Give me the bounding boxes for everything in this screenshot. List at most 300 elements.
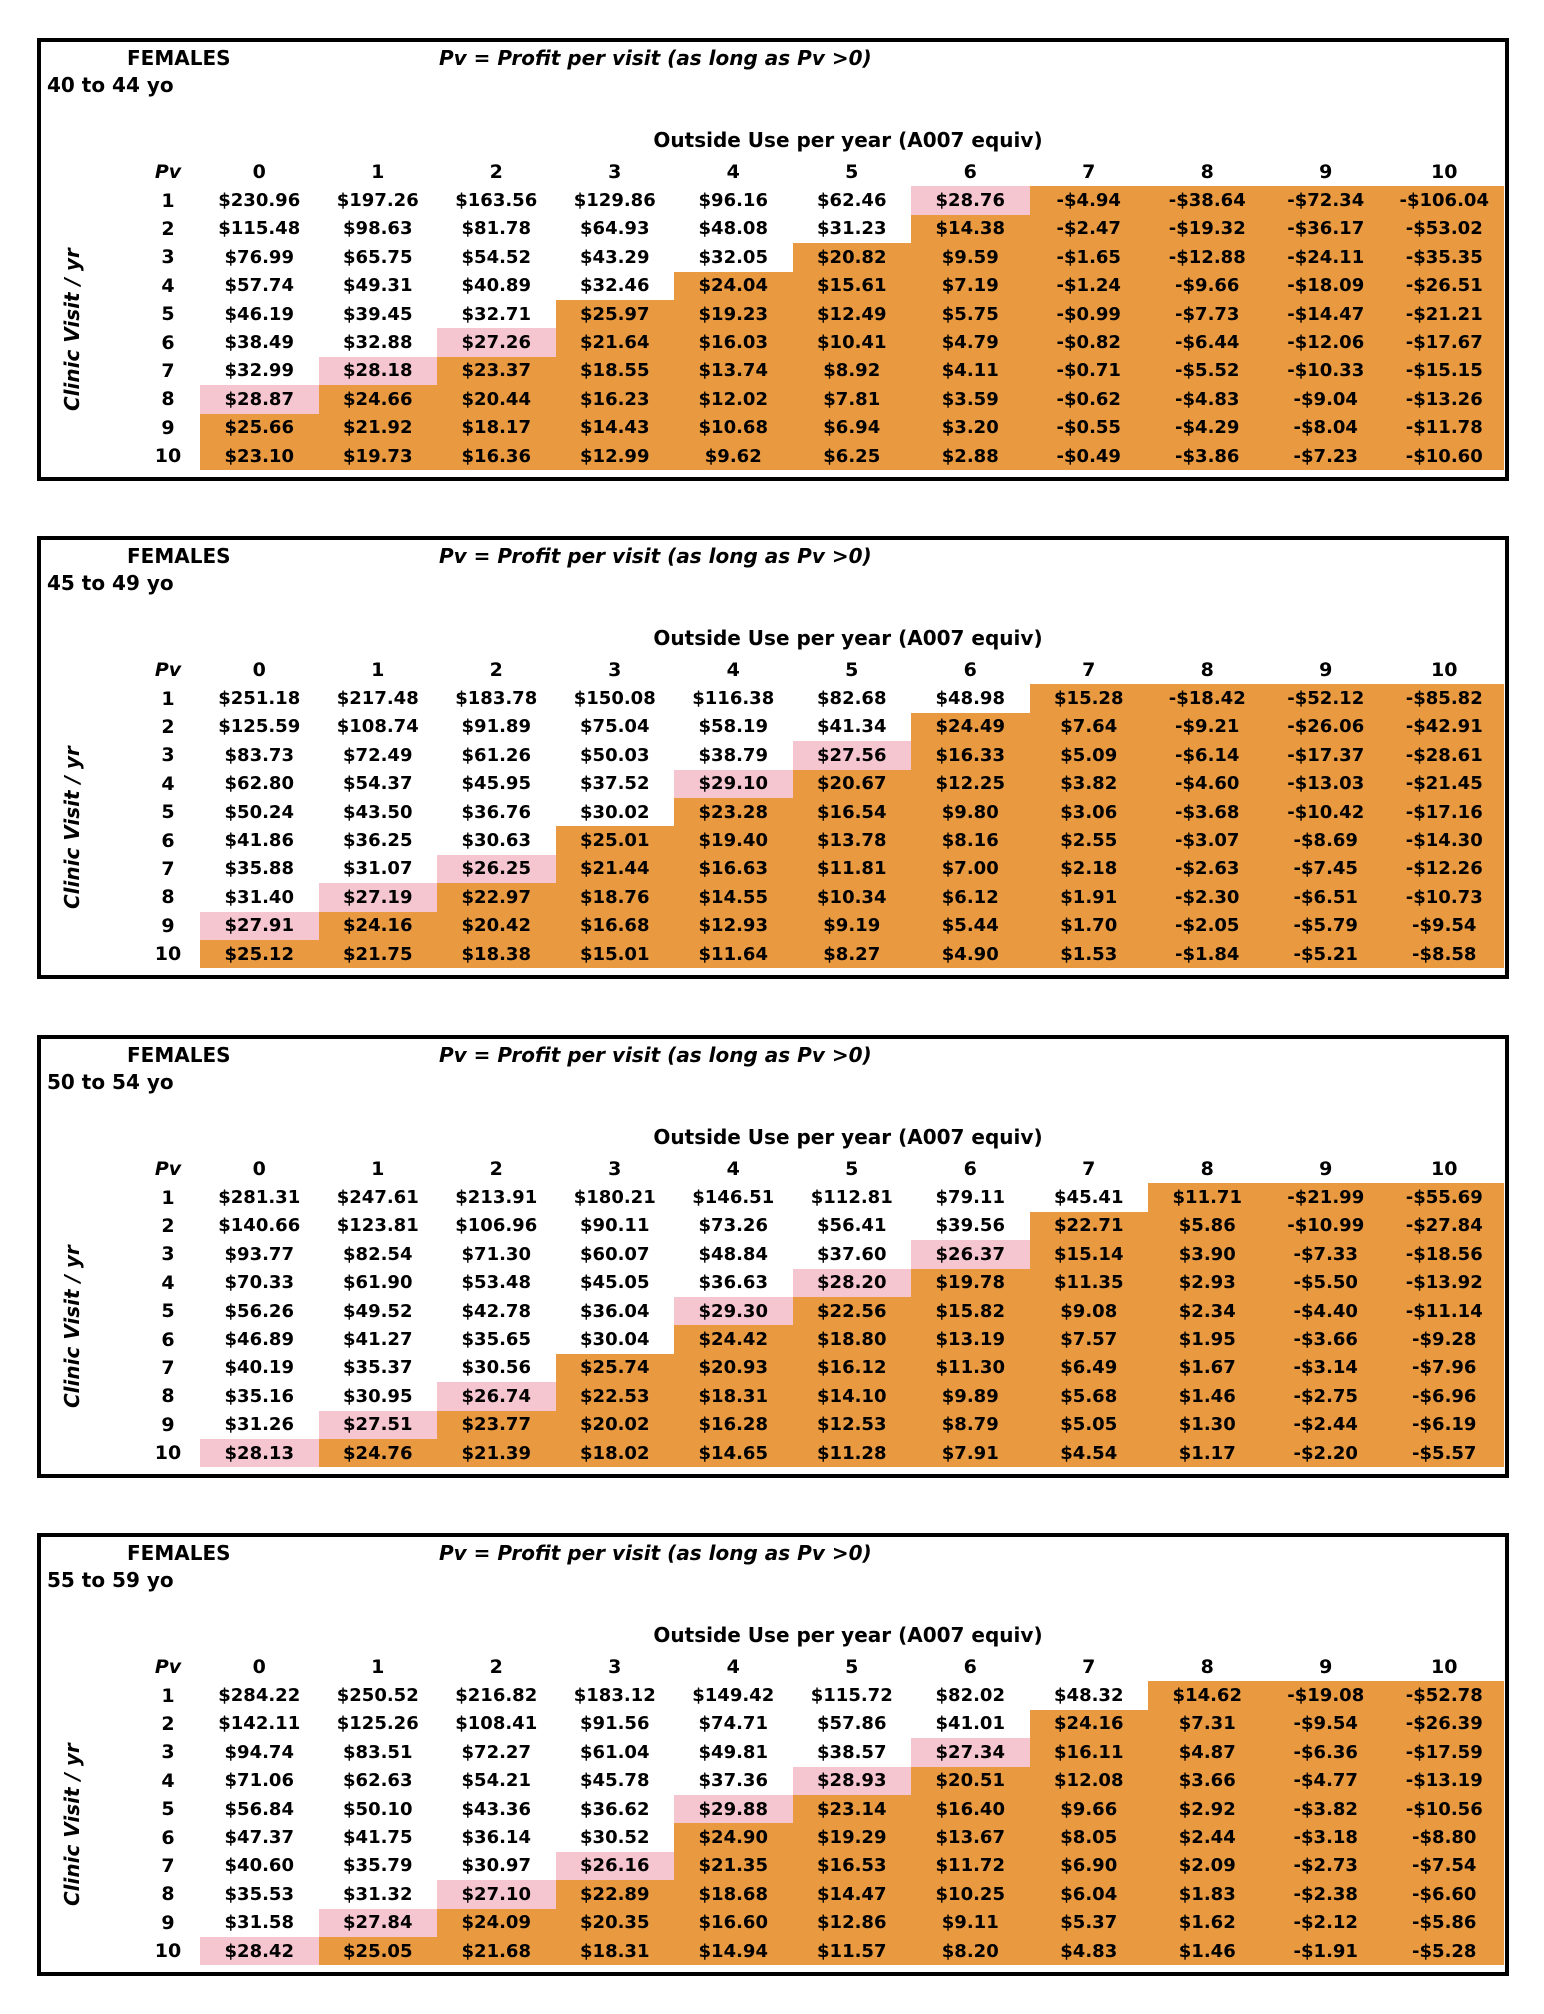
- cell-r10-c5[interactable]: $11.28: [793, 1439, 912, 1467]
- cell-r3-c4[interactable]: $49.81: [674, 1738, 793, 1766]
- cell-r7-c9[interactable]: -$7.45: [1267, 855, 1386, 883]
- cell-r4-c9[interactable]: -$4.77: [1267, 1767, 1386, 1795]
- cell-r7-c0[interactable]: $35.88: [200, 855, 319, 883]
- cell-r4-c9[interactable]: -$18.09: [1267, 272, 1386, 300]
- cell-r3-c1[interactable]: $83.51: [319, 1738, 438, 1766]
- cell-r3-c9[interactable]: -$7.33: [1267, 1240, 1386, 1268]
- cell-r3-c9[interactable]: -$17.37: [1267, 741, 1386, 769]
- cell-r3-c1[interactable]: $65.75: [319, 243, 438, 271]
- cell-r6-c2[interactable]: $35.65: [437, 1325, 556, 1353]
- cell-r7-c4[interactable]: $16.63: [674, 855, 793, 883]
- cell-r2-c9[interactable]: -$10.99: [1267, 1212, 1386, 1240]
- cell-r10-c1[interactable]: $21.75: [319, 940, 438, 968]
- cell-r8-c5[interactable]: $14.10: [793, 1382, 912, 1410]
- cell-r8-c2[interactable]: $26.74: [437, 1382, 556, 1410]
- cell-r4-c5[interactable]: $20.67: [793, 770, 912, 798]
- cell-r3-c10[interactable]: -$28.61: [1385, 741, 1504, 769]
- cell-r5-c2[interactable]: $32.71: [437, 300, 556, 328]
- cell-r6-c10[interactable]: -$17.67: [1385, 328, 1504, 356]
- cell-r7-c5[interactable]: $11.81: [793, 855, 912, 883]
- cell-r1-c2[interactable]: $163.56: [437, 186, 556, 214]
- cell-r4-c5[interactable]: $15.61: [793, 272, 912, 300]
- cell-r10-c6[interactable]: $4.90: [911, 940, 1030, 968]
- cell-r9-c8[interactable]: $1.30: [1148, 1411, 1267, 1439]
- cell-r6-c4[interactable]: $24.42: [674, 1325, 793, 1353]
- cell-r8-c4[interactable]: $18.68: [674, 1880, 793, 1908]
- cell-r2-c4[interactable]: $48.08: [674, 215, 793, 243]
- cell-r4-c8[interactable]: -$9.66: [1148, 272, 1267, 300]
- cell-r9-c1[interactable]: $24.16: [319, 912, 438, 940]
- cell-r5-c1[interactable]: $39.45: [319, 300, 438, 328]
- cell-r8-c9[interactable]: -$6.51: [1267, 883, 1386, 911]
- cell-r3-c7[interactable]: $16.11: [1030, 1738, 1149, 1766]
- cell-r2-c0[interactable]: $142.11: [200, 1710, 319, 1738]
- cell-r5-c7[interactable]: $3.06: [1030, 798, 1149, 826]
- cell-r2-c6[interactable]: $41.01: [911, 1710, 1030, 1738]
- cell-r6-c4[interactable]: $16.03: [674, 328, 793, 356]
- cell-r3-c2[interactable]: $54.52: [437, 243, 556, 271]
- cell-r9-c2[interactable]: $20.42: [437, 912, 556, 940]
- cell-r2-c10[interactable]: -$27.84: [1385, 1212, 1504, 1240]
- cell-r6-c5[interactable]: $18.80: [793, 1325, 912, 1353]
- cell-r2-c3[interactable]: $64.93: [556, 215, 675, 243]
- cell-r8-c1[interactable]: $30.95: [319, 1382, 438, 1410]
- cell-r6-c7[interactable]: $2.55: [1030, 826, 1149, 854]
- cell-r9-c4[interactable]: $16.28: [674, 1411, 793, 1439]
- cell-r5-c7[interactable]: $9.66: [1030, 1795, 1149, 1823]
- cell-r4-c3[interactable]: $37.52: [556, 770, 675, 798]
- cell-r4-c10[interactable]: -$13.19: [1385, 1767, 1504, 1795]
- cell-r5-c4[interactable]: $23.28: [674, 798, 793, 826]
- cell-r2-c8[interactable]: $5.86: [1148, 1212, 1267, 1240]
- cell-r7-c4[interactable]: $20.93: [674, 1354, 793, 1382]
- cell-r7-c4[interactable]: $13.74: [674, 357, 793, 385]
- cell-r10-c8[interactable]: $1.17: [1148, 1439, 1267, 1467]
- cell-r7-c3[interactable]: $25.74: [556, 1354, 675, 1382]
- cell-r3-c3[interactable]: $43.29: [556, 243, 675, 271]
- cell-r4-c3[interactable]: $45.05: [556, 1269, 675, 1297]
- cell-r5-c10[interactable]: -$21.21: [1385, 300, 1504, 328]
- cell-r9-c0[interactable]: $27.91: [200, 912, 319, 940]
- cell-r1-c6[interactable]: $82.02: [911, 1681, 1030, 1709]
- cell-r4-c2[interactable]: $54.21: [437, 1767, 556, 1795]
- cell-r6-c9[interactable]: -$8.69: [1267, 826, 1386, 854]
- cell-r8-c8[interactable]: $1.83: [1148, 1880, 1267, 1908]
- cell-r5-c7[interactable]: $9.08: [1030, 1297, 1149, 1325]
- cell-r5-c5[interactable]: $12.49: [793, 300, 912, 328]
- cell-r5-c4[interactable]: $29.88: [674, 1795, 793, 1823]
- cell-r3-c3[interactable]: $60.07: [556, 1240, 675, 1268]
- cell-r3-c5[interactable]: $38.57: [793, 1738, 912, 1766]
- cell-r1-c9[interactable]: -$52.12: [1267, 684, 1386, 712]
- cell-r5-c9[interactable]: -$4.40: [1267, 1297, 1386, 1325]
- cell-r2-c1[interactable]: $125.26: [319, 1710, 438, 1738]
- cell-r5-c5[interactable]: $16.54: [793, 798, 912, 826]
- cell-r10-c3[interactable]: $18.31: [556, 1937, 675, 1965]
- cell-r8-c9[interactable]: -$2.75: [1267, 1382, 1386, 1410]
- cell-r9-c9[interactable]: -$5.79: [1267, 912, 1386, 940]
- cell-r9-c8[interactable]: $1.62: [1148, 1909, 1267, 1937]
- cell-r1-c5[interactable]: $82.68: [793, 684, 912, 712]
- cell-r2-c1[interactable]: $123.81: [319, 1212, 438, 1240]
- cell-r1-c7[interactable]: $45.41: [1030, 1183, 1149, 1211]
- cell-r4-c1[interactable]: $62.63: [319, 1767, 438, 1795]
- cell-r9-c4[interactable]: $12.93: [674, 912, 793, 940]
- cell-r9-c1[interactable]: $27.84: [319, 1909, 438, 1937]
- cell-r8-c9[interactable]: -$2.38: [1267, 1880, 1386, 1908]
- cell-r10-c7[interactable]: $1.53: [1030, 940, 1149, 968]
- cell-r1-c1[interactable]: $217.48: [319, 684, 438, 712]
- cell-r6-c6[interactable]: $13.67: [911, 1823, 1030, 1851]
- cell-r7-c3[interactable]: $18.55: [556, 357, 675, 385]
- cell-r2-c7[interactable]: $22.71: [1030, 1212, 1149, 1240]
- cell-r4-c7[interactable]: $11.35: [1030, 1269, 1149, 1297]
- cell-r9-c6[interactable]: $3.20: [911, 414, 1030, 442]
- cell-r1-c8[interactable]: -$18.42: [1148, 684, 1267, 712]
- cell-r2-c7[interactable]: -$2.47: [1030, 215, 1149, 243]
- cell-r4-c7[interactable]: -$1.24: [1030, 272, 1149, 300]
- cell-r8-c3[interactable]: $18.76: [556, 883, 675, 911]
- cell-r1-c2[interactable]: $183.78: [437, 684, 556, 712]
- cell-r1-c4[interactable]: $96.16: [674, 186, 793, 214]
- cell-r7-c7[interactable]: $2.18: [1030, 855, 1149, 883]
- cell-r6-c5[interactable]: $19.29: [793, 1823, 912, 1851]
- cell-r9-c5[interactable]: $12.53: [793, 1411, 912, 1439]
- cell-r8-c7[interactable]: $1.91: [1030, 883, 1149, 911]
- cell-r8-c1[interactable]: $31.32: [319, 1880, 438, 1908]
- cell-r7-c9[interactable]: -$10.33: [1267, 357, 1386, 385]
- cell-r10-c0[interactable]: $28.13: [200, 1439, 319, 1467]
- cell-r6-c0[interactable]: $47.37: [200, 1823, 319, 1851]
- cell-r8-c2[interactable]: $22.97: [437, 883, 556, 911]
- cell-r7-c0[interactable]: $40.19: [200, 1354, 319, 1382]
- cell-r1-c3[interactable]: $129.86: [556, 186, 675, 214]
- cell-r7-c8[interactable]: $1.67: [1148, 1354, 1267, 1382]
- cell-r9-c10[interactable]: -$9.54: [1385, 912, 1504, 940]
- cell-r2-c0[interactable]: $115.48: [200, 215, 319, 243]
- cell-r9-c6[interactable]: $9.11: [911, 1909, 1030, 1937]
- cell-r8-c5[interactable]: $14.47: [793, 1880, 912, 1908]
- cell-r1-c2[interactable]: $213.91: [437, 1183, 556, 1211]
- cell-r10-c9[interactable]: -$2.20: [1267, 1439, 1386, 1467]
- cell-r2-c5[interactable]: $31.23: [793, 215, 912, 243]
- cell-r9-c0[interactable]: $31.58: [200, 1909, 319, 1937]
- cell-r6-c0[interactable]: $41.86: [200, 826, 319, 854]
- cell-r10-c10[interactable]: -$5.57: [1385, 1439, 1504, 1467]
- cell-r5-c6[interactable]: $16.40: [911, 1795, 1030, 1823]
- cell-r3-c8[interactable]: -$12.88: [1148, 243, 1267, 271]
- cell-r4-c2[interactable]: $40.89: [437, 272, 556, 300]
- cell-r5-c2[interactable]: $43.36: [437, 1795, 556, 1823]
- cell-r7-c0[interactable]: $40.60: [200, 1852, 319, 1880]
- cell-r5-c3[interactable]: $30.02: [556, 798, 675, 826]
- cell-r7-c1[interactable]: $31.07: [319, 855, 438, 883]
- cell-r4-c6[interactable]: $7.19: [911, 272, 1030, 300]
- cell-r10-c9[interactable]: -$1.91: [1267, 1937, 1386, 1965]
- cell-r10-c4[interactable]: $11.64: [674, 940, 793, 968]
- cell-r3-c8[interactable]: -$6.14: [1148, 741, 1267, 769]
- cell-r3-c2[interactable]: $72.27: [437, 1738, 556, 1766]
- cell-r6-c9[interactable]: -$3.66: [1267, 1325, 1386, 1353]
- cell-r7-c1[interactable]: $28.18: [319, 357, 438, 385]
- cell-r8-c2[interactable]: $27.10: [437, 1880, 556, 1908]
- cell-r2-c4[interactable]: $73.26: [674, 1212, 793, 1240]
- cell-r1-c7[interactable]: $15.28: [1030, 684, 1149, 712]
- cell-r3-c6[interactable]: $16.33: [911, 741, 1030, 769]
- cell-r8-c6[interactable]: $6.12: [911, 883, 1030, 911]
- cell-r2-c3[interactable]: $91.56: [556, 1710, 675, 1738]
- cell-r3-c6[interactable]: $9.59: [911, 243, 1030, 271]
- cell-r7-c6[interactable]: $7.00: [911, 855, 1030, 883]
- cell-r3-c10[interactable]: -$35.35: [1385, 243, 1504, 271]
- cell-r2-c6[interactable]: $14.38: [911, 215, 1030, 243]
- cell-r10-c3[interactable]: $15.01: [556, 940, 675, 968]
- cell-r1-c7[interactable]: $48.32: [1030, 1681, 1149, 1709]
- cell-r3-c0[interactable]: $93.77: [200, 1240, 319, 1268]
- cell-r10-c6[interactable]: $8.20: [911, 1937, 1030, 1965]
- cell-r1-c0[interactable]: $251.18: [200, 684, 319, 712]
- cell-r8-c0[interactable]: $31.40: [200, 883, 319, 911]
- cell-r3-c10[interactable]: -$17.59: [1385, 1738, 1504, 1766]
- cell-r3-c4[interactable]: $32.05: [674, 243, 793, 271]
- cell-r6-c2[interactable]: $27.26: [437, 328, 556, 356]
- cell-r9-c9[interactable]: -$2.12: [1267, 1909, 1386, 1937]
- cell-r4-c6[interactable]: $20.51: [911, 1767, 1030, 1795]
- cell-r1-c4[interactable]: $149.42: [674, 1681, 793, 1709]
- cell-r6-c1[interactable]: $32.88: [319, 328, 438, 356]
- cell-r3-c3[interactable]: $61.04: [556, 1738, 675, 1766]
- cell-r8-c10[interactable]: -$10.73: [1385, 883, 1504, 911]
- cell-r8-c5[interactable]: $10.34: [793, 883, 912, 911]
- cell-r5-c1[interactable]: $50.10: [319, 1795, 438, 1823]
- cell-r9-c7[interactable]: $5.05: [1030, 1411, 1149, 1439]
- cell-r2-c0[interactable]: $140.66: [200, 1212, 319, 1240]
- cell-r10-c9[interactable]: -$7.23: [1267, 442, 1386, 470]
- cell-r7-c3[interactable]: $21.44: [556, 855, 675, 883]
- cell-r4-c10[interactable]: -$26.51: [1385, 272, 1504, 300]
- cell-r8-c6[interactable]: $9.89: [911, 1382, 1030, 1410]
- cell-r6-c3[interactable]: $21.64: [556, 328, 675, 356]
- cell-r7-c8[interactable]: -$2.63: [1148, 855, 1267, 883]
- cell-r4-c7[interactable]: $12.08: [1030, 1767, 1149, 1795]
- cell-r7-c7[interactable]: -$0.71: [1030, 357, 1149, 385]
- cell-r2-c9[interactable]: -$36.17: [1267, 215, 1386, 243]
- cell-r3-c2[interactable]: $61.26: [437, 741, 556, 769]
- cell-r3-c4[interactable]: $48.84: [674, 1240, 793, 1268]
- cell-r4-c5[interactable]: $28.20: [793, 1269, 912, 1297]
- cell-r5-c2[interactable]: $36.76: [437, 798, 556, 826]
- cell-r8-c8[interactable]: -$2.30: [1148, 883, 1267, 911]
- cell-r7-c2[interactable]: $23.37: [437, 357, 556, 385]
- cell-r7-c1[interactable]: $35.79: [319, 1852, 438, 1880]
- cell-r6-c7[interactable]: -$0.82: [1030, 328, 1149, 356]
- cell-r10-c2[interactable]: $21.68: [437, 1937, 556, 1965]
- cell-r10-c8[interactable]: -$1.84: [1148, 940, 1267, 968]
- cell-r8-c10[interactable]: -$6.96: [1385, 1382, 1504, 1410]
- cell-r1-c1[interactable]: $247.61: [319, 1183, 438, 1211]
- cell-r1-c3[interactable]: $183.12: [556, 1681, 675, 1709]
- cell-r2-c10[interactable]: -$42.91: [1385, 713, 1504, 741]
- cell-r5-c9[interactable]: -$3.82: [1267, 1795, 1386, 1823]
- cell-r7-c0[interactable]: $32.99: [200, 357, 319, 385]
- cell-r10-c7[interactable]: $4.54: [1030, 1439, 1149, 1467]
- cell-r4-c8[interactable]: $3.66: [1148, 1767, 1267, 1795]
- cell-r5-c10[interactable]: -$17.16: [1385, 798, 1504, 826]
- cell-r9-c10[interactable]: -$11.78: [1385, 414, 1504, 442]
- cell-r4-c4[interactable]: $36.63: [674, 1269, 793, 1297]
- cell-r1-c6[interactable]: $48.98: [911, 684, 1030, 712]
- cell-r7-c8[interactable]: $2.09: [1148, 1852, 1267, 1880]
- cell-r9-c5[interactable]: $6.94: [793, 414, 912, 442]
- cell-r1-c0[interactable]: $281.31: [200, 1183, 319, 1211]
- cell-r1-c1[interactable]: $197.26: [319, 186, 438, 214]
- cell-r1-c0[interactable]: $284.22: [200, 1681, 319, 1709]
- cell-r10-c4[interactable]: $14.65: [674, 1439, 793, 1467]
- cell-r6-c1[interactable]: $41.27: [319, 1325, 438, 1353]
- cell-r5-c8[interactable]: -$7.73: [1148, 300, 1267, 328]
- cell-r5-c4[interactable]: $19.23: [674, 300, 793, 328]
- cell-r10-c0[interactable]: $28.42: [200, 1937, 319, 1965]
- cell-r4-c4[interactable]: $37.36: [674, 1767, 793, 1795]
- cell-r7-c9[interactable]: -$2.73: [1267, 1852, 1386, 1880]
- cell-r3-c5[interactable]: $20.82: [793, 243, 912, 271]
- cell-r4-c9[interactable]: -$5.50: [1267, 1269, 1386, 1297]
- cell-r10-c5[interactable]: $11.57: [793, 1937, 912, 1965]
- cell-r3-c5[interactable]: $27.56: [793, 741, 912, 769]
- cell-r1-c6[interactable]: $28.76: [911, 186, 1030, 214]
- cell-r6-c10[interactable]: -$8.80: [1385, 1823, 1504, 1851]
- cell-r1-c0[interactable]: $230.96: [200, 186, 319, 214]
- cell-r6-c2[interactable]: $30.63: [437, 826, 556, 854]
- cell-r6-c0[interactable]: $38.49: [200, 328, 319, 356]
- cell-r7-c2[interactable]: $26.25: [437, 855, 556, 883]
- cell-r1-c3[interactable]: $180.21: [556, 1183, 675, 1211]
- cell-r6-c2[interactable]: $36.14: [437, 1823, 556, 1851]
- cell-r4-c7[interactable]: $3.82: [1030, 770, 1149, 798]
- cell-r6-c9[interactable]: -$12.06: [1267, 328, 1386, 356]
- cell-r9-c3[interactable]: $14.43: [556, 414, 675, 442]
- cell-r10-c2[interactable]: $16.36: [437, 442, 556, 470]
- cell-r10-c7[interactable]: $4.83: [1030, 1937, 1149, 1965]
- cell-r3-c2[interactable]: $71.30: [437, 1240, 556, 1268]
- cell-r3-c6[interactable]: $26.37: [911, 1240, 1030, 1268]
- cell-r5-c1[interactable]: $49.52: [319, 1297, 438, 1325]
- cell-r4-c6[interactable]: $12.25: [911, 770, 1030, 798]
- cell-r10-c3[interactable]: $12.99: [556, 442, 675, 470]
- cell-r4-c0[interactable]: $62.80: [200, 770, 319, 798]
- cell-r2-c7[interactable]: $24.16: [1030, 1710, 1149, 1738]
- cell-r1-c8[interactable]: -$38.64: [1148, 186, 1267, 214]
- cell-r5-c3[interactable]: $36.04: [556, 1297, 675, 1325]
- cell-r8-c0[interactable]: $35.53: [200, 1880, 319, 1908]
- cell-r6-c5[interactable]: $10.41: [793, 328, 912, 356]
- cell-r8-c0[interactable]: $28.87: [200, 385, 319, 413]
- cell-r2-c0[interactable]: $125.59: [200, 713, 319, 741]
- cell-r6-c9[interactable]: -$3.18: [1267, 1823, 1386, 1851]
- cell-r4-c1[interactable]: $61.90: [319, 1269, 438, 1297]
- cell-r4-c6[interactable]: $19.78: [911, 1269, 1030, 1297]
- cell-r8-c5[interactable]: $7.81: [793, 385, 912, 413]
- cell-r3-c0[interactable]: $83.73: [200, 741, 319, 769]
- cell-r5-c0[interactable]: $56.84: [200, 1795, 319, 1823]
- cell-r10-c10[interactable]: -$8.58: [1385, 940, 1504, 968]
- cell-r4-c0[interactable]: $70.33: [200, 1269, 319, 1297]
- cell-r3-c5[interactable]: $37.60: [793, 1240, 912, 1268]
- cell-r7-c5[interactable]: $16.53: [793, 1852, 912, 1880]
- cell-r10-c5[interactable]: $6.25: [793, 442, 912, 470]
- cell-r10-c10[interactable]: -$10.60: [1385, 442, 1504, 470]
- cell-r10-c8[interactable]: $1.46: [1148, 1937, 1267, 1965]
- cell-r10-c1[interactable]: $24.76: [319, 1439, 438, 1467]
- cell-r5-c5[interactable]: $23.14: [793, 1795, 912, 1823]
- cell-r9-c2[interactable]: $24.09: [437, 1909, 556, 1937]
- cell-r4-c8[interactable]: $2.93: [1148, 1269, 1267, 1297]
- cell-r9-c9[interactable]: -$2.44: [1267, 1411, 1386, 1439]
- cell-r8-c7[interactable]: $6.04: [1030, 1880, 1149, 1908]
- cell-r2-c6[interactable]: $39.56: [911, 1212, 1030, 1240]
- cell-r6-c4[interactable]: $24.90: [674, 1823, 793, 1851]
- cell-r1-c3[interactable]: $150.08: [556, 684, 675, 712]
- cell-r8-c4[interactable]: $12.02: [674, 385, 793, 413]
- cell-r2-c8[interactable]: -$9.21: [1148, 713, 1267, 741]
- cell-r5-c10[interactable]: -$10.56: [1385, 1795, 1504, 1823]
- cell-r4-c0[interactable]: $71.06: [200, 1767, 319, 1795]
- cell-r1-c2[interactable]: $216.82: [437, 1681, 556, 1709]
- cell-r7-c10[interactable]: -$7.54: [1385, 1852, 1504, 1880]
- cell-r10-c6[interactable]: $7.91: [911, 1439, 1030, 1467]
- cell-r7-c5[interactable]: $8.92: [793, 357, 912, 385]
- cell-r5-c8[interactable]: $2.92: [1148, 1795, 1267, 1823]
- cell-r1-c4[interactable]: $146.51: [674, 1183, 793, 1211]
- cell-r8-c1[interactable]: $27.19: [319, 883, 438, 911]
- cell-r7-c4[interactable]: $21.35: [674, 1852, 793, 1880]
- cell-r6-c8[interactable]: -$6.44: [1148, 328, 1267, 356]
- cell-r5-c5[interactable]: $22.56: [793, 1297, 912, 1325]
- cell-r7-c10[interactable]: -$15.15: [1385, 357, 1504, 385]
- cell-r10-c2[interactable]: $18.38: [437, 940, 556, 968]
- cell-r7-c7[interactable]: $6.90: [1030, 1852, 1149, 1880]
- cell-r1-c8[interactable]: $11.71: [1148, 1183, 1267, 1211]
- cell-r5-c0[interactable]: $50.24: [200, 798, 319, 826]
- cell-r6-c7[interactable]: $7.57: [1030, 1325, 1149, 1353]
- cell-r10-c1[interactable]: $25.05: [319, 1937, 438, 1965]
- cell-r1-c10[interactable]: -$55.69: [1385, 1183, 1504, 1211]
- cell-r9-c4[interactable]: $16.60: [674, 1909, 793, 1937]
- cell-r7-c10[interactable]: -$7.96: [1385, 1354, 1504, 1382]
- cell-r1-c10[interactable]: -$85.82: [1385, 684, 1504, 712]
- cell-r9-c6[interactable]: $8.79: [911, 1411, 1030, 1439]
- cell-r2-c5[interactable]: $57.86: [793, 1710, 912, 1738]
- cell-r1-c7[interactable]: -$4.94: [1030, 186, 1149, 214]
- cell-r4-c2[interactable]: $45.95: [437, 770, 556, 798]
- cell-r9-c5[interactable]: $12.86: [793, 1909, 912, 1937]
- cell-r9-c4[interactable]: $10.68: [674, 414, 793, 442]
- cell-r4-c1[interactable]: $54.37: [319, 770, 438, 798]
- cell-r7-c6[interactable]: $11.30: [911, 1354, 1030, 1382]
- cell-r7-c6[interactable]: $11.72: [911, 1852, 1030, 1880]
- cell-r2-c2[interactable]: $91.89: [437, 713, 556, 741]
- cell-r3-c10[interactable]: -$18.56: [1385, 1240, 1504, 1268]
- cell-r2-c1[interactable]: $98.63: [319, 215, 438, 243]
- cell-r10-c6[interactable]: $2.88: [911, 442, 1030, 470]
- cell-r9-c3[interactable]: $16.68: [556, 912, 675, 940]
- cell-r9-c0[interactable]: $25.66: [200, 414, 319, 442]
- cell-r9-c0[interactable]: $31.26: [200, 1411, 319, 1439]
- cell-r4-c10[interactable]: -$21.45: [1385, 770, 1504, 798]
- cell-r7-c5[interactable]: $16.12: [793, 1354, 912, 1382]
- cell-r10-c8[interactable]: -$3.86: [1148, 442, 1267, 470]
- cell-r9-c2[interactable]: $23.77: [437, 1411, 556, 1439]
